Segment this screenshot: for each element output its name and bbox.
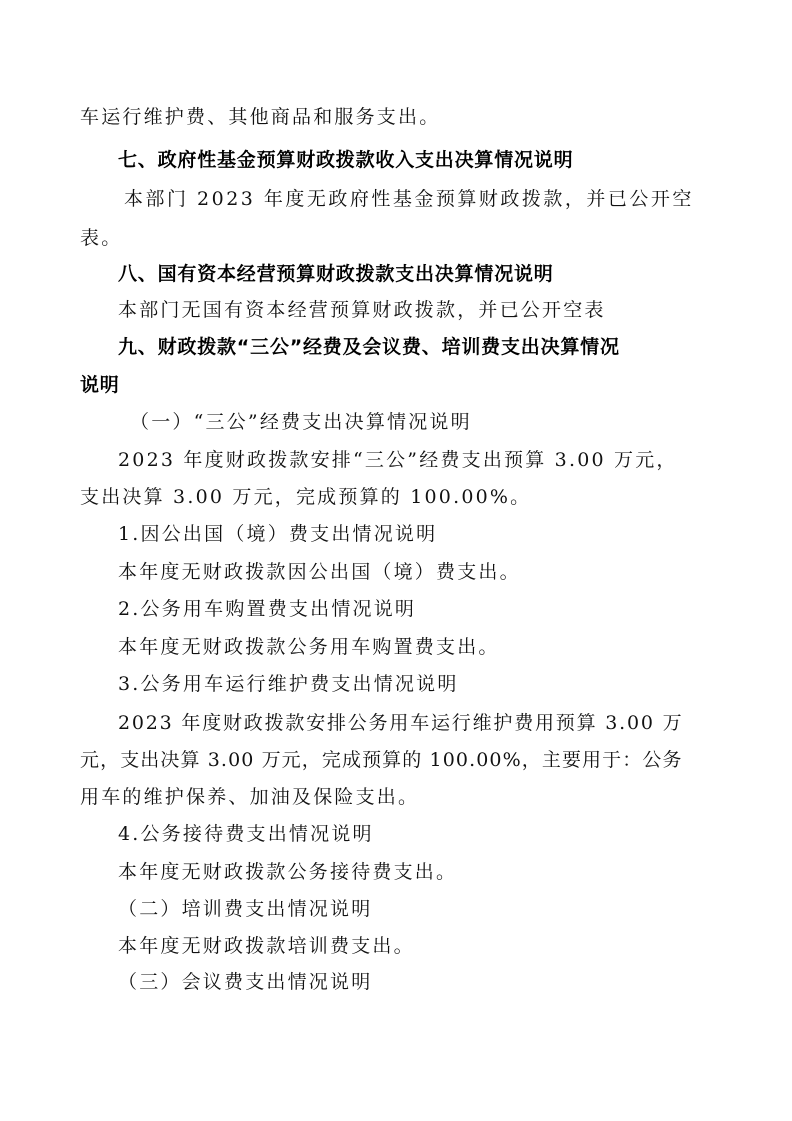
paragraph-line: 用车的维护保养、加油及保险支出。 [80,786,420,808]
subsection-heading-1: （一）“三公”经费支出决算情况说明 [130,411,472,433]
section-heading-9-continuation: 说明 [80,374,120,396]
subsection-heading-3: （三）会议费支出情况说明 [118,971,373,993]
paragraph-line: 本年度无财政拨款公务用车购置费支出。 [118,636,500,658]
text-line-continuation: 车运行维护费、其他商品和服务支出。 [80,106,441,128]
paragraph-line: 本年度无财政拨款因公出国（境）费支出。 [118,561,521,583]
section-heading-7: 七、政府性基金预算财政拨款收入支出决算情况说明 [118,149,574,171]
section-heading-8: 八、国有资本经营预算财政拨款支出决算情况说明 [118,263,554,285]
section-heading-9: 九、财政拨款“三公”经费及会议费、培训费支出决算情况 [118,336,620,358]
item-heading-2: 2.公务用车购置费支出情况说明 [118,598,417,620]
paragraph-line: 表。 [80,227,123,249]
item-heading-3: 3.公务用车运行维护费支出情况说明 [118,673,459,695]
subsection-heading-2: （二）培训费支出情况说明 [118,898,373,920]
paragraph-line: 支出决算 3.00 万元，完成预算的 100.00%。 [80,486,532,508]
paragraph-line: 本年度无财政拨款培训费支出。 [118,935,415,957]
paragraph-line: 元，支出决算 3.00 万元，完成预算的 100.00%，主要用于：公务 [80,749,683,771]
paragraph-line: 本部门 2023 年度无政府性基金预算财政拨款，并已公开空 [124,188,694,210]
paragraph-line: 2023 年度财政拨款安排公务用车运行维护费用预算 3.00 万 [118,712,684,734]
item-heading-4: 4.公务接待费支出情况说明 [118,823,374,845]
paragraph-line: 本年度无财政拨款公务接待费支出。 [118,861,458,883]
paragraph-line: 2023 年度财政拨款安排“三公”经费支出预算 3.00 万元， [118,449,678,471]
paragraph-line: 本部门无国有资本经营预算财政拨款，并已公开空表 [118,299,606,321]
item-heading-1: 1.因公出国（境）费支出情况说明 [118,523,438,545]
